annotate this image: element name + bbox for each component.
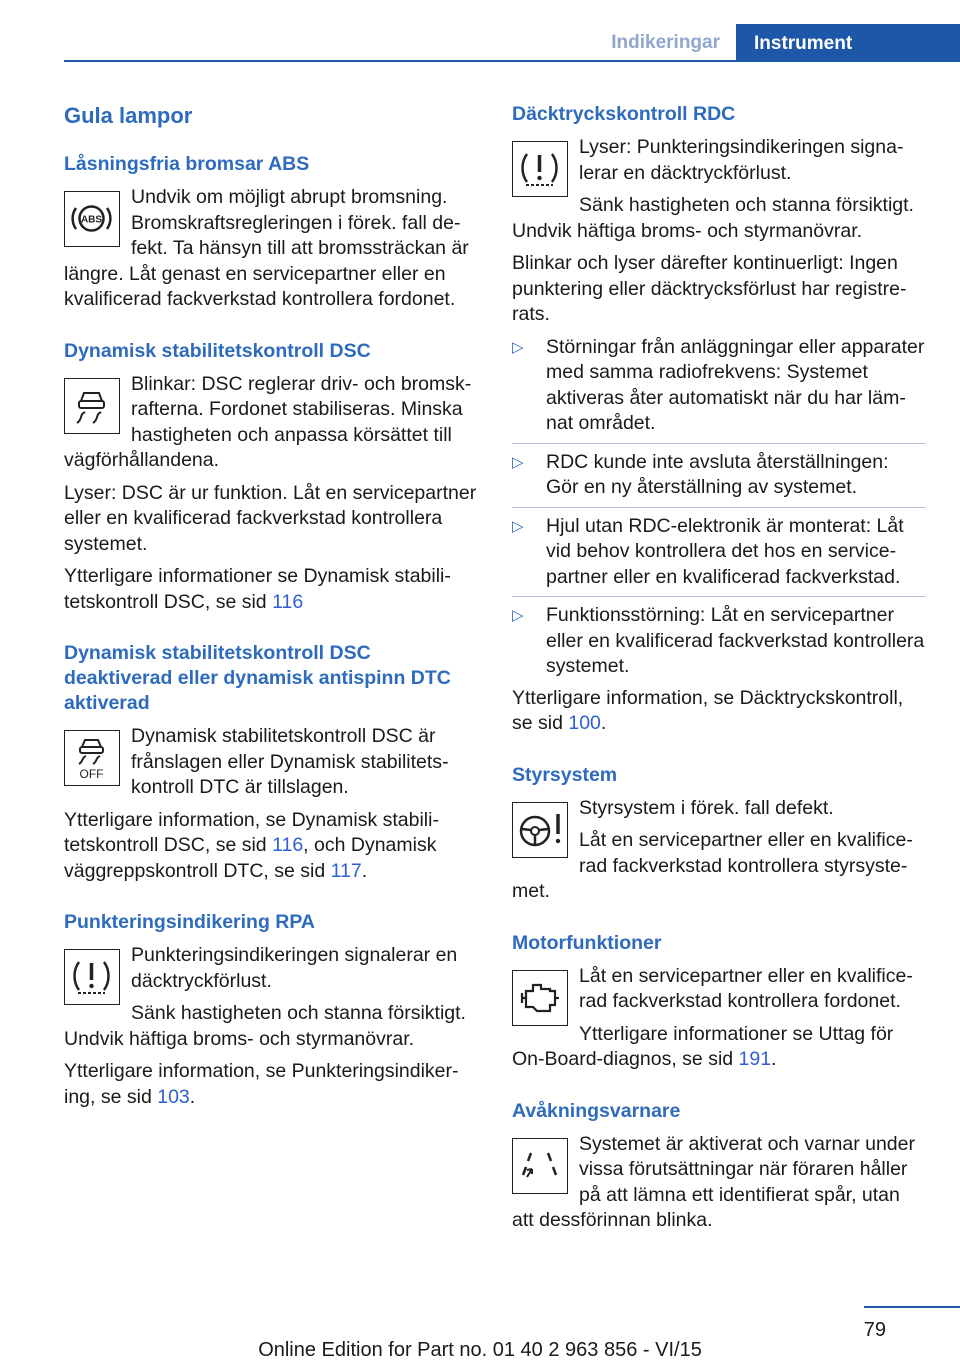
lane-text-1: Systemet är aktiverat och varnar under vissa förutsättningar när föraren håller på att lämna ett identifierat spår, utan att dessförinnan blinka.: [512, 1132, 915, 1231]
list-item-text: Funktionsstörning: Låt en servicepartner eller en kvalificerad fackverkstad kontrollera systemet.: [546, 604, 925, 677]
page-link[interactable]: 100: [568, 712, 601, 734]
dtc-ref-text-mid: , och Dynamisk väggreppskontroll DTC, se sid: [64, 834, 437, 882]
list-item: [512, 450, 926, 508]
abs-warning-icon: [64, 191, 120, 247]
section-heading: Låsningsfria bromsar ABS: [64, 153, 310, 175]
rdc-ref-text: Ytterligare information, se Däcktryckskontroll, se sid: [512, 686, 904, 734]
dsc-text-2: Lyser: DSC är ur funktion. Låt en servicepartner eller en kvalificerad fackverkstad kontrollera systemet.: [64, 481, 477, 555]
section-steering: [512, 763, 926, 905]
section-abs: [64, 152, 478, 313]
rdc-text-4: [512, 686, 926, 737]
section-lane-departure: [512, 1099, 926, 1234]
page-number: 79: [863, 1319, 886, 1341]
triangle-bullet-icon: ▷: [512, 607, 524, 624]
section-heading: Punkteringsindikering RPA: [64, 911, 316, 933]
rdc-text-1: Lyser: Punkteringsindikeringen signalerar en däcktryckförlust.: [579, 136, 904, 184]
page-link[interactable]: 103: [157, 1085, 190, 1108]
rpa-text-3: [64, 1059, 478, 1110]
header-section-label: Indikeringar: [611, 32, 720, 53]
dsc-text-3: [64, 564, 478, 615]
list-item: [512, 335, 926, 444]
triangle-bullet-icon: ▷: [512, 517, 524, 535]
triangle-bullet-icon: ▷: [512, 338, 524, 356]
triangle-bullet-icon: ▷: [512, 453, 524, 471]
list-item-text: Störningar från anläggningar eller apparater med samma radiofrekvens: Systemet aktiveras åter automatiskt när du har lämnat området.: [546, 335, 925, 434]
dsc-ref-text: Ytterligare informationer se Dynamisk stabilitetskontroll DSC, se sid: [64, 565, 451, 613]
rpa-ref-text-end: .: [189, 1085, 196, 1108]
rpa-text-2: Sänk hastigheten och stanna försiktigt. Undvik häftiga broms- och styrmanövrar.: [64, 1002, 466, 1050]
rdc-cause-list: [512, 335, 926, 680]
dtc-text-2: [64, 808, 478, 885]
abs-text: Undvik om möjligt abrupt bromsning. Bromskraftsregleringen i förek. fall defekt. Ta hänsyn till att bromssträckan är längre. Låt genast en servicepartner eller en kvalificerad fackverkstad kontrollera fordonet.: [64, 186, 469, 310]
steering-warning-icon: [512, 802, 568, 858]
section-heading: Dynamisk stabilitetskontroll DSC deaktiverad eller dynamisk antispinn DTC aktiverad: [64, 642, 451, 714]
section-dsc: [64, 339, 478, 616]
dtc-text-1: Dynamisk stabilitetskontroll DSC är frånslagen eller Dynamisk stabilitetskontroll DTC är tillslagen.: [131, 725, 449, 798]
footer-rule: [864, 1306, 960, 1308]
engine-check-icon: [512, 970, 568, 1026]
tire-pressure-warning-icon: [512, 141, 568, 197]
steering-text-2: Låt en servicepartner eller en kvalificerad fackverkstad kontrollera styrsystemet.: [512, 829, 913, 902]
dtc-ref-text-end: .: [361, 859, 368, 882]
section-heading: Däcktryckskontroll RDC: [512, 103, 736, 125]
dsc-off-icon: [64, 730, 120, 786]
dsc-off-icon-label: OFF: [79, 767, 104, 781]
page-link[interactable]: 117: [330, 859, 362, 882]
section-heading: Styrsystem: [512, 763, 618, 786]
dsc-skid-icon: [64, 378, 120, 434]
steering-text-1: Styrsystem i förek. fall defekt.: [579, 796, 834, 819]
section-engine: [512, 931, 926, 1073]
right-column: [512, 102, 926, 1260]
section-heading: Motorfunktioner: [512, 931, 662, 954]
section-dtc: [64, 641, 478, 884]
header-rule: [64, 60, 960, 62]
page-title: Gula lampor: [64, 103, 193, 128]
rpa-ref-text: Ytterligare information, se Punkteringsindikering, se sid: [64, 1060, 459, 1108]
engine-text-1: Låt en servicepartner eller en kvalificerad fackverkstad kontrollera fordonet.: [579, 964, 913, 1012]
tire-pressure-warning-icon: [64, 949, 120, 1005]
section-heading: Avåkningsvarnare: [512, 1099, 681, 1122]
rdc-text-2: Sänk hastigheten och stanna försiktigt. Undvik häftiga broms- och styrmanövrar.: [512, 194, 914, 242]
left-column: [64, 102, 478, 1136]
page-link[interactable]: 116: [272, 834, 304, 856]
page-link[interactable]: 116: [272, 590, 304, 613]
engine-ref-text: Ytterligare informationer se Uttag för On-Board-diagnos, se sid: [512, 1022, 894, 1070]
section-heading: Dynamisk stabilitetskontroll DSC: [64, 339, 371, 362]
list-item-text: Hjul utan RDC-elektronik är monterat: Låt vid behov kontrollera det hos en servicepartner eller en kvalificerad fackverkstad.: [546, 514, 904, 588]
list-item-text: RDC kunde inte avsluta återställningen: Gör en ny återställning av systemet.: [546, 450, 889, 498]
dtc-ref-text: Ytterligare information, se Dynamisk stabilitetskontroll DSC, se sid: [64, 808, 439, 856]
dsc-text-1: Blinkar: DSC reglerar driv- och bromskrafterna. Fordonet stabiliseras. Minska hastigheten och anpassa körsättet till vägförhållandena.: [64, 372, 472, 471]
page-link[interactable]: 191: [738, 1048, 772, 1070]
section-rpa: [64, 910, 478, 1110]
section-rdc: [512, 102, 926, 737]
svg-text:ABS: ABS: [80, 214, 103, 226]
engine-ref-text-end: .: [771, 1048, 777, 1070]
list-item: [512, 603, 926, 680]
rdc-ref-text-end: .: [600, 712, 607, 734]
rdc-text-3: Blinkar och lyser därefter kontinuerligt: Ingen punktering eller däcktrycksförlust har registrerats.: [512, 252, 907, 325]
list-item: [512, 514, 926, 598]
rpa-text-1: Punkteringsindikeringen signalerar en däcktryckförlust.: [131, 944, 458, 992]
engine-text-2: [512, 1022, 926, 1073]
header-chapter-tab: Instrument: [736, 24, 960, 62]
edition-footer: Online Edition for Part no. 01 40 2 963 856 - VI/15: [258, 1339, 702, 1361]
lane-departure-icon: [512, 1138, 568, 1194]
